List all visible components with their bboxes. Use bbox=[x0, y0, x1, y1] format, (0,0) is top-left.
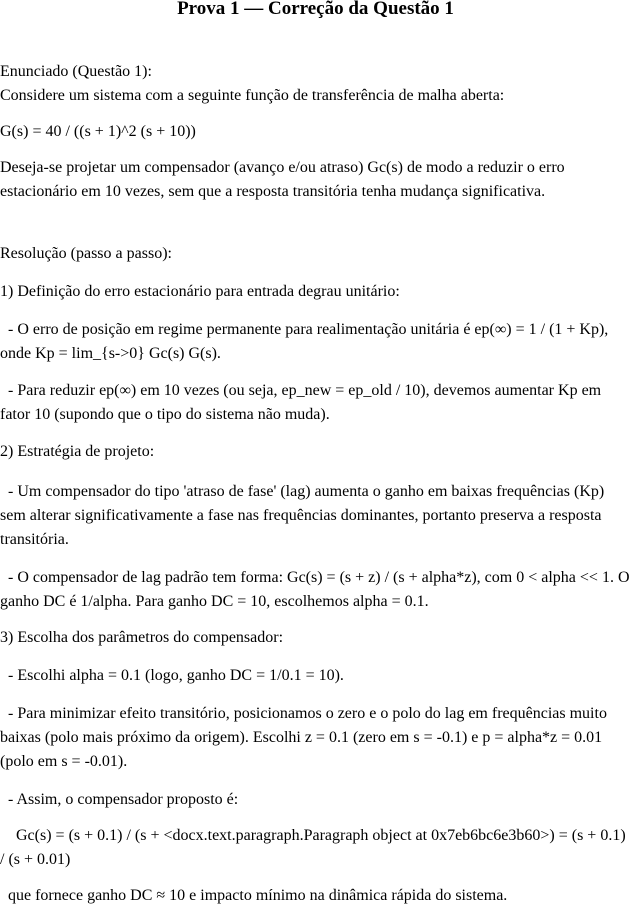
paragraph-compensator-formula: Gc(s) = (s + 0.1) / (s + <docx.text.paragraph.Paragraph object at 0x7eb6bc6e3b60>) = (s + 0.1) / (s + 0.01) bbox=[0, 827, 626, 868]
paragraph-step3-item1: - Escolhi alpha = 0.1 (logo, ganho DC = 1/0.1 = 10). bbox=[0, 667, 344, 684]
paragraph-step3-item3: - Assim, o compensador proposto é: bbox=[0, 791, 239, 808]
paragraph-step3-item2: - Para minimizar efeito transitório, posicionamos o zero e o polo do lag em frequências muito baixas (polo mais próximo da origem). Escolhi z = 0.1 (zero em s = -0.1) e p = alpha*z = 0.01 (polo em s = -0.01). bbox=[0, 705, 607, 770]
paragraph-step2-item2: - O compensador de lag padrão tem forma: Gc(s) = (s + z) / (s + alpha*z), com 0 < alpha << 1. O ganho DC é 1/alpha. Para ganho DC = 10, escolhemos alpha = 0.1. bbox=[0, 569, 630, 610]
paragraph-step3-heading: 3) Escolha dos parâmetros do compensador: bbox=[0, 629, 284, 646]
paragraph-step2-item1: - Um compensador do tipo 'atraso de fase' (lag) aumenta o ganho em baixas frequências (Kp) sem alterar significativamente a fase nas frequências dominantes, portanto preserva a resposta transitória. bbox=[0, 483, 605, 548]
paragraph-step1-item1: - O erro de posição em regime permanente para realimentação unitária é ep(∞) = 1 / (1 + Kp), onde Kp = lim_{s->0} Gc(s) G(s). bbox=[0, 321, 609, 362]
paragraph-enunciado-text: Considere um sistema com a seguinte função de transferência de malha aberta: bbox=[0, 87, 505, 104]
paragraph-transfer-function: G(s) = 40 / ((s + 1)^2 (s + 10)) bbox=[0, 123, 196, 140]
paragraph-enunciado-heading: Enunciado (Questão 1): bbox=[0, 63, 152, 80]
paragraph-step1-item2: - Para reduzir ep(∞) em 10 vezes (ou seja, ep_new = ep_old / 10), devemos aumentar Kp em fator 10 (supondo que o tipo do sistema não muda). bbox=[0, 382, 602, 423]
paragraph-step1-heading: 1) Definição do erro estacionário para entrada degrau unitário: bbox=[0, 283, 400, 300]
paragraph-objective: Deseja-se projetar um compensador (avanço e/ou atraso) Gc(s) de modo a reduzir o erro estacionário em 10 vezes, sem que a resposta transitória tenha mudança significativa. bbox=[0, 159, 565, 200]
paragraph-conclusion: que fornece ganho DC ≈ 10 e impacto mínimo na dinâmica rápida do sistema. bbox=[0, 887, 508, 904]
paragraph-step2-heading: 2) Estratégia de projeto: bbox=[0, 443, 155, 460]
document-title: Prova 1 — Correção da Questão 1 bbox=[177, 0, 454, 19]
paragraph-resolucao-heading: Resolução (passo a passo): bbox=[0, 245, 172, 262]
